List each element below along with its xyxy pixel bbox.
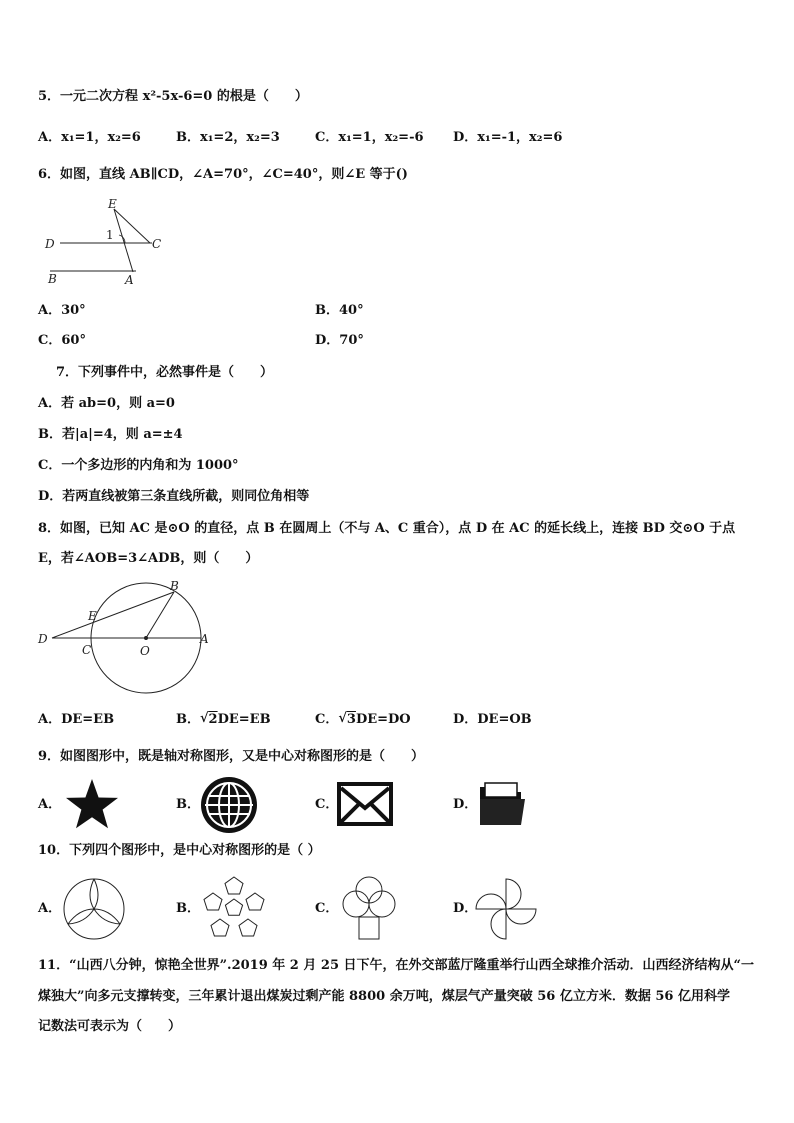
q8-label-b: B	[170, 579, 179, 593]
q6-option-b: B．40°	[315, 303, 364, 318]
q9-option-a: A．	[38, 797, 62, 812]
q8-option-d: D．DE=OB	[453, 712, 532, 727]
q8-option-c	[315, 712, 411, 728]
folder-icon	[477, 779, 529, 829]
q6-label-d: D	[45, 237, 55, 251]
q6-label-c: C	[152, 237, 162, 251]
q8-option-c-radicand: 3	[346, 712, 356, 727]
q8-option-a: A．DE=EB	[38, 712, 115, 727]
q6-option-c: C．60°	[38, 333, 86, 348]
three-leaf-circle-icon	[61, 876, 127, 942]
q8-option-b-text: DE=EB	[217, 712, 271, 727]
q5-stem: 5．一元二次方程 x²-5x-6=0 的根是（ ）	[38, 89, 308, 104]
q10-option-d: D．	[453, 901, 478, 916]
q8-label-c: C	[82, 643, 92, 657]
q7-option-b: B．若|a|=4，则 a=±4	[38, 427, 183, 442]
q8-label-o: O	[140, 644, 150, 658]
q8-circle-figure	[36, 578, 212, 694]
q8-option-c-letter: C．	[315, 712, 339, 727]
q8-option-c-text: DE=DO	[355, 712, 411, 727]
q11-line3: 记数法可表示为（ ）	[38, 1019, 182, 1034]
globe-icon	[199, 775, 259, 835]
q11-line1: 11．“山西八分钟，惊艳全世界”.2019 年 2 月 25 日下午，在外交部蓝厅隆重举行山西全球推介活动．山西经济结构从“一	[38, 958, 754, 973]
q6-label-1: 1	[106, 228, 114, 242]
q8-label-a: A	[200, 632, 209, 646]
q11-line2: 煤独大”向多元支撑转变，三年累计退出煤炭过剩产能 8800 余万吨，煤层气产量突破 56 亿立方米．数据 56 亿用科学	[38, 989, 730, 1004]
q10-option-c: C．	[315, 901, 339, 916]
sqrt-icon: √	[200, 711, 209, 726]
q8-option-b-radicand: 2	[208, 712, 218, 727]
q8-stem-line1: 8．如图，已知 AC 是⊙O 的直径，点 B 在圆周上（不与 A、C 重合），点 D 在 AC 的延长线上，连接 BD 交⊙O 于点	[38, 521, 736, 536]
q7-option-a: A．若 ab=0，则 a=0	[38, 396, 175, 411]
sqrt-icon: √	[338, 711, 347, 726]
q8-option-b-letter: B．	[176, 712, 200, 727]
q8-option-b	[176, 712, 271, 728]
q9-option-d: D．	[453, 797, 478, 812]
q10-option-b: B．	[176, 901, 200, 916]
pentagon-flower-icon	[197, 873, 271, 945]
q9-option-c: C．	[315, 797, 339, 812]
q9-option-b: B．	[176, 797, 200, 812]
q6-option-a: A．30°	[38, 303, 86, 318]
pinwheel-icon	[473, 876, 539, 942]
q8-label-e: E	[88, 609, 97, 623]
q9-stem: 9．如图图形中，既是轴对称图形，又是中心对称图形的是（ ）	[38, 749, 425, 764]
q10-option-a: A．	[38, 901, 62, 916]
q6-label-a: A	[125, 273, 134, 287]
q6-label-b: B	[48, 272, 57, 286]
q8-label-d: D	[38, 632, 48, 646]
star-icon	[64, 777, 120, 833]
q6-stem: 6．如图，直线 AB∥CD，∠A=70°，∠C=40°，则∠E 等于()	[38, 167, 408, 182]
q8-stem-line2: E，若∠AOB=3∠ADB，则（ ）	[38, 551, 259, 566]
q6-option-d: D．70°	[315, 333, 364, 348]
envelope-icon	[337, 780, 393, 828]
q7-option-c: C．一个多边形的内角和为 1000°	[38, 458, 239, 473]
q5-option-c: C．x₁=1，x₂=-6	[315, 130, 424, 145]
q5-option-d: D．x₁=-1，x₂=6	[453, 130, 563, 145]
q7-stem: 7．下列事件中，必然事件是（ ）	[56, 365, 274, 380]
q5-option-b: B．x₁=2，x₂=3	[176, 130, 280, 145]
q6-parallel-lines-figure	[40, 195, 170, 290]
q5-option-a: A．x₁=1，x₂=6	[38, 130, 141, 145]
three-circles-square-icon	[336, 874, 402, 944]
q7-option-d: D．若两直线被第三条直线所截，则同位角相等	[38, 489, 310, 504]
q10-stem: 10．下列四个图形中，是中心对称图形的是（ ）	[38, 843, 321, 858]
q6-label-e: E	[108, 197, 117, 211]
